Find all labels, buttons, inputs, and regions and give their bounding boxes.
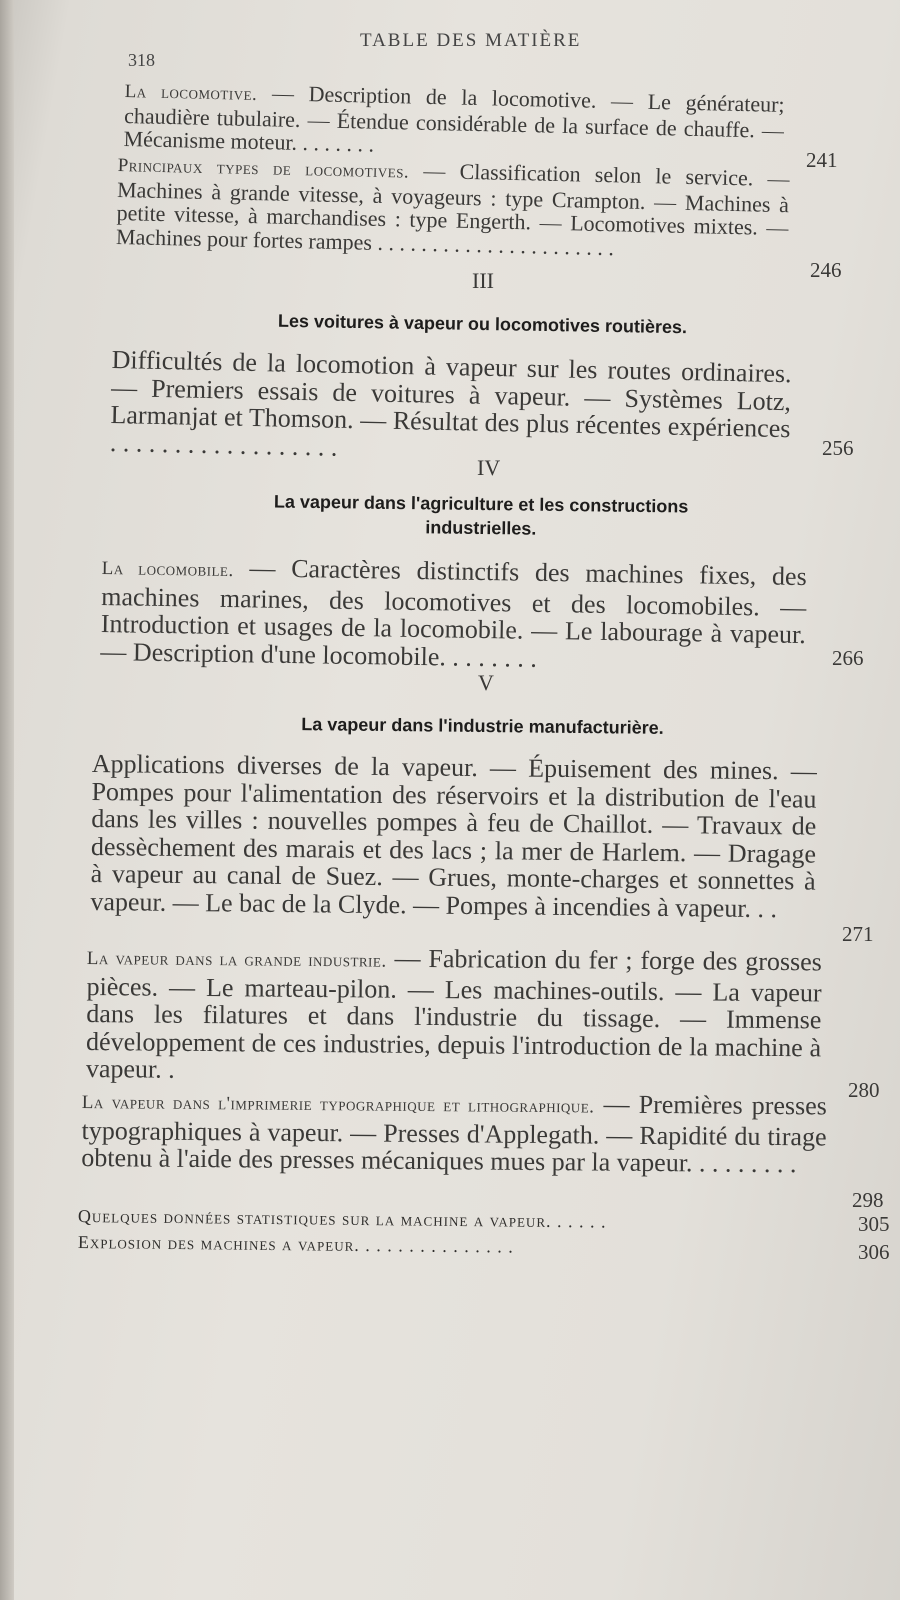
entry-lead: La locomobile. — [101, 557, 234, 582]
toc-entry-locomotive — [123, 78, 784, 165]
toc-entry-types-locomotives — [116, 152, 790, 263]
page-number-folio: 318 — [128, 50, 155, 70]
toc-entry-section-iii — [110, 346, 792, 470]
entry-lead: La vapeur dans l'imprimerie typographique et lithographique. — [81, 1091, 595, 1118]
toc-entry-grande-industrie — [86, 942, 822, 1089]
entry-text: — Classification selon le service. — Machines à grande vitesse, à voyageurs : type Crampton. — Machines à petite vitesse, à marchandises : type Engerth. — Locomotives mixtes. — Machines pour fortes rampes . . . . . . . . . . . . . . . . . . . . . . — [115, 157, 790, 260]
section-title-line: industrielles. — [425, 517, 537, 539]
toc-entry-imprimerie — [81, 1086, 827, 1178]
toc-entry-explosion: Explosion des machines a vapeur. . . . . . . . . . . . . . . — [77, 1232, 514, 1257]
page-ref: 298 — [852, 1188, 884, 1212]
section-title-iii: Les voitures à vapeur ou locomotives routières. — [277, 310, 688, 338]
page-ref: 256 — [822, 436, 854, 460]
section-title-line: La vapeur dans l'agriculture et les constructions — [273, 491, 689, 517]
toc-entry-section-v — [90, 750, 817, 923]
entry-text: — Description de la locomotive. — Le générateur; chaudière tubulaire. — Étendue considérable de la surface de chauffe. — Mécanisme moteur. . . . . . . . — [123, 80, 785, 157]
section-number-iii: III — [472, 268, 494, 293]
page-ref: 266 — [832, 646, 864, 670]
entry-lead: Principaux types de locomotives. — [117, 154, 410, 183]
page-ref: 271 — [842, 922, 874, 946]
running-title: TABLE DES MATIÈRE — [360, 30, 582, 51]
page-ref: 280 — [848, 1078, 880, 1102]
page-ref: 246 — [810, 258, 842, 282]
entry-text: Applications diverses de la vapeur. — Épuisement des mines. — Pompes pour l'alimentation des réservoirs et la distribution de l'eau dans les villes : nouvelles pompes à feu de Chaillot. — Travaux de dessèchement des marais et des lacs ; la mer de Harlem. — Dragage à vapeur au canal de Suez. — Grues, monte-charges et sonnettes à vapeur. — Le bac de la Clyde. — Pompes à incendies à vapeur. . . — [90, 749, 817, 923]
section-title-iv — [165, 488, 798, 544]
entry-text: — Premières presses typographiques à vapeur. — Presses d'Applegath. — Rapidité du tirage obtenu à l'aide des presses mécaniques mues par la vapeur. . . . . . . . . — [81, 1089, 827, 1179]
section-number-v: V — [478, 670, 494, 695]
entry-text: — Fabrication du fer ; forge des grosses pièces. — Le marteau-pilon. — Les machines-outils. — La vapeur dans les filatures et dans l'industrie du tissage. — Immense développement de ces industries, depuis l'introduction de la machine à vapeur. . — [85, 943, 822, 1084]
entry-text: — Caractères distinctifs des machines fixes, des machines marines, des locomotives et des locomobiles. — Introduction et usages de la locomobile. — Le labourage à vapeur. — Description d'une locomobile. . . . . . . . — [100, 553, 807, 673]
toc-entry-statistiques: Quelques données statistiques sur la machine a vapeur. . . . . . — [77, 1206, 607, 1232]
page-ref: 305 — [858, 1212, 890, 1236]
page-ref: 306 — [858, 1240, 890, 1264]
page-ref: 241 — [806, 148, 838, 172]
entry-lead: La vapeur dans la grande industrie. — [86, 947, 387, 972]
entry-text: Difficultés de la locomotion à vapeur sur les routes ordinaires. — Premiers essais de voitures à vapeur. — Systèmes Lotz, Larmanjat et Thomson. — Résultat des plus récentes expériences . . . . . . . . . . . . . . . . . . — [109, 345, 792, 462]
section-title-v: La vapeur dans l'industrie manufacturière. — [301, 714, 664, 738]
section-number-iv: IV — [477, 455, 501, 480]
toc-entry-section-iv — [100, 552, 807, 676]
entry-lead: La locomotive. — [124, 80, 258, 106]
page-binding-edge — [0, 0, 14, 1600]
